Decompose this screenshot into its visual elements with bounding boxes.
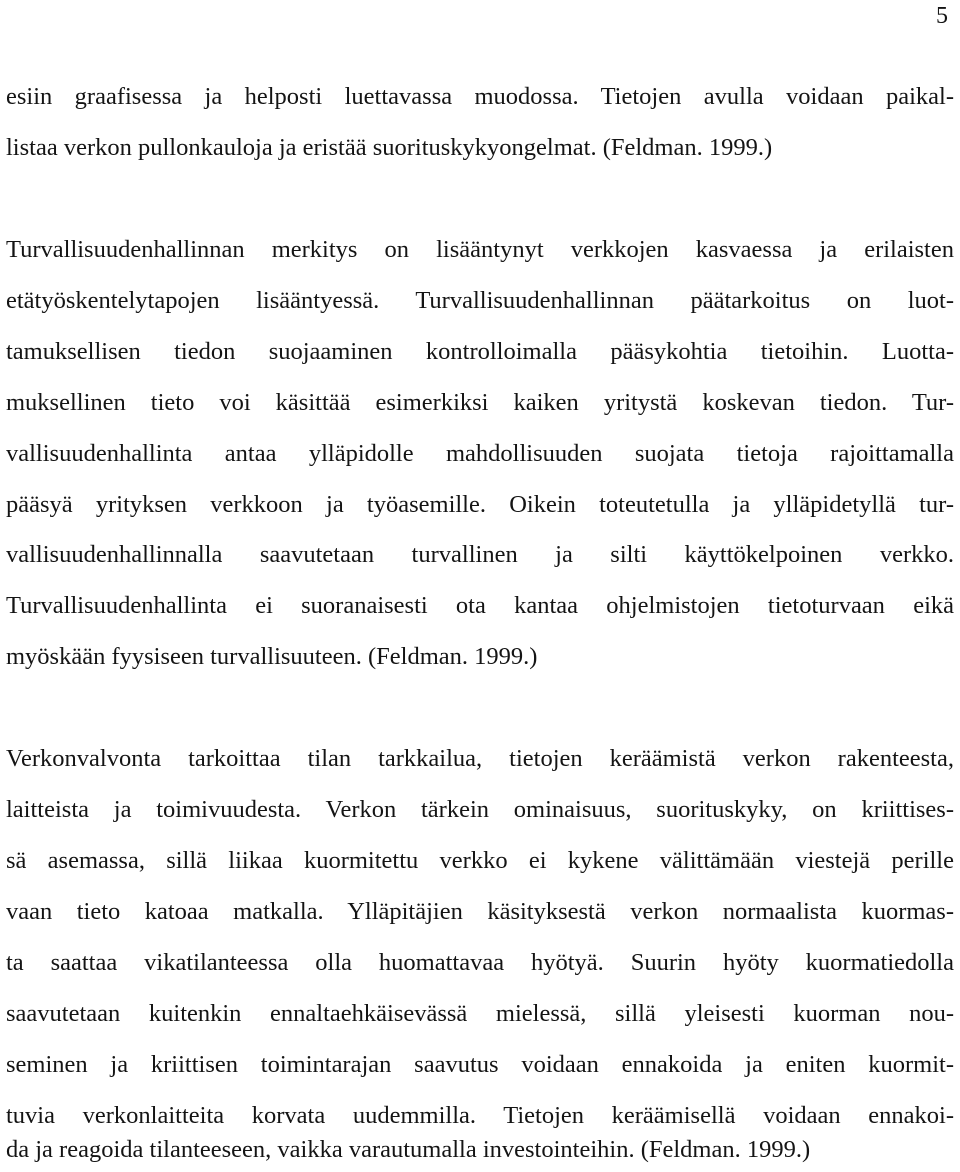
text-line: Turvallisuudenhallinta ei suoranaisesti ota kantaa ohjelmistojen tietoturvaan eikä bbox=[6, 592, 954, 619]
text-line: sä asemassa, sillä liikaa kuormitettu verkko ei kykene välittämään viestejä perille bbox=[6, 847, 954, 874]
text-line: laitteista ja toimivuudesta. Verkon tärkein ominaisuus, suorituskyky, on kriittises- bbox=[6, 796, 954, 823]
text-line: vallisuudenhallinnalla saavutetaan turvallinen ja silti käyttökelpoinen verkko. bbox=[6, 541, 954, 568]
text-line: vaan tieto katoaa matkalla. Ylläpitäjien käsityksestä verkon normaalista kuormas- bbox=[6, 898, 954, 925]
text-line: tuvia verkonlaitteita korvata uudemmilla. Tietojen keräämisellä voidaan ennakoi- bbox=[6, 1102, 954, 1129]
text-line: da ja reagoida tilanteeseen, vaikka varautumalla investointeihin. (Feldman. 1999.) bbox=[6, 1136, 811, 1163]
text-line: Turvallisuudenhallinnan merkitys on lisääntynyt verkkojen kasvaessa ja erilaisten bbox=[6, 236, 954, 263]
text-line: vallisuudenhallinta antaa ylläpidolle mahdollisuuden suojata tietoja rajoittamalla bbox=[6, 440, 954, 467]
text-line: saavutetaan kuitenkin ennaltaehkäisevässä mielessä, sillä yleisesti kuorman nou- bbox=[6, 1000, 954, 1027]
text-line: seminen ja kriittisen toimintarajan saavutus voidaan ennakoida ja eniten kuormit- bbox=[6, 1051, 954, 1078]
text-line: tamuksellisen tiedon suojaaminen kontrolloimalla pääsykohtia tietoihin. Luotta- bbox=[6, 338, 954, 365]
text-line: myöskään fyysiseen turvallisuuteen. (Feldman. 1999.) bbox=[6, 643, 538, 670]
text-line: listaa verkon pullonkauloja ja eristää suorituskykyongelmat. (Feldman. 1999.) bbox=[6, 134, 773, 161]
text-line: esiin graafisessa ja helposti luettavassa muodossa. Tietojen avulla voidaan paikal- bbox=[6, 83, 954, 110]
text-line: etätyöskentelytapojen lisääntyessä. Turvallisuudenhallinnan päätarkoitus on luot- bbox=[6, 287, 954, 314]
text-line: Verkonvalvonta tarkoittaa tilan tarkkailua, tietojen keräämistä verkon rakenteesta, bbox=[6, 745, 954, 772]
text-line: muksellinen tieto voi käsittää esimerkiksi kaiken yritystä koskevan tiedon. Tur- bbox=[6, 389, 954, 416]
page-number: 5 bbox=[936, 3, 948, 29]
text-line: pääsyä yrityksen verkkoon ja työasemille. Oikein toteutetulla ja ylläpidetyllä tur- bbox=[6, 491, 954, 518]
text-line: ta saattaa vikatilanteessa olla huomattavaa hyötyä. Suurin hyöty kuormatiedolla bbox=[6, 949, 954, 976]
